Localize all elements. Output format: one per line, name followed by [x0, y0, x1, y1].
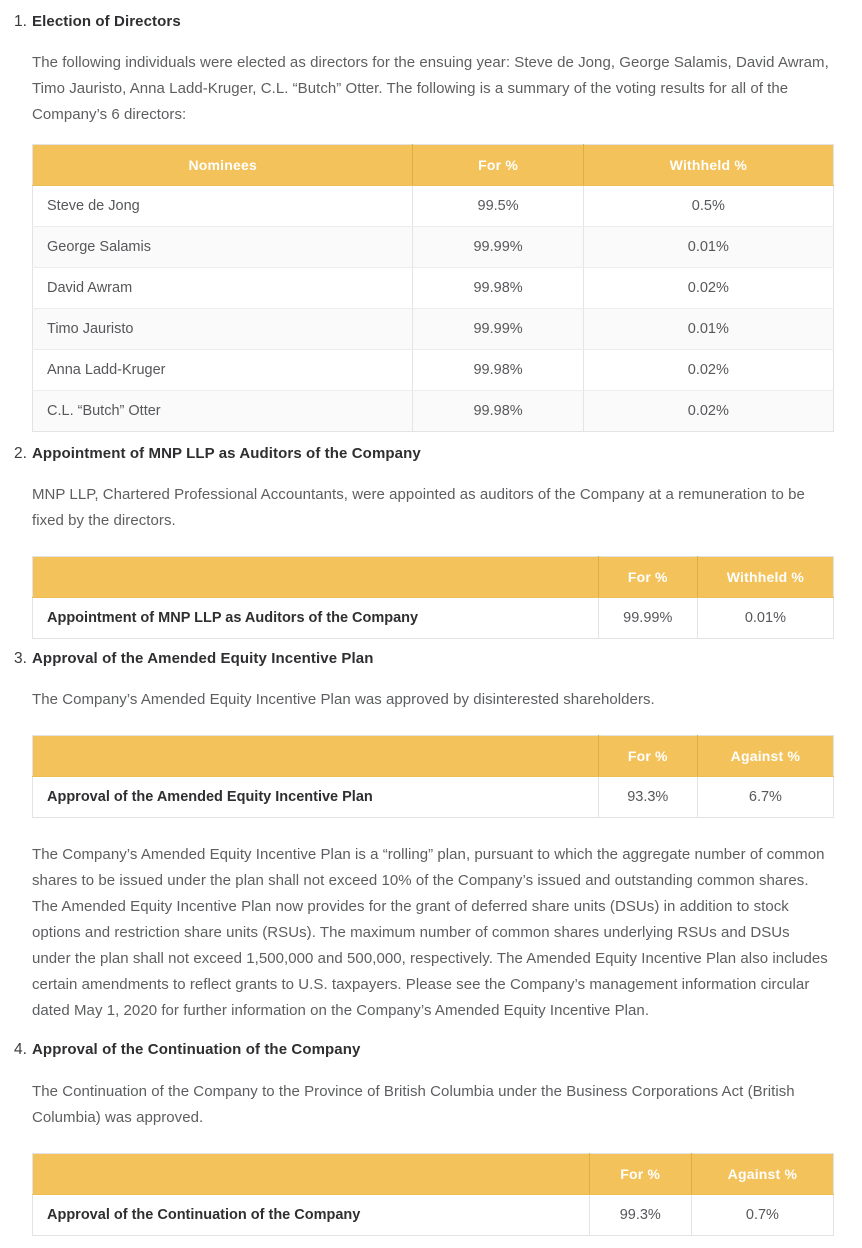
resolution-for-value: 93.3%	[598, 777, 697, 818]
section-2-heading	[0, 444, 862, 464]
header-for-pct: For %	[598, 557, 697, 598]
section-amended-equity-incentive-plan	[0, 639, 862, 1024]
resolution-for-value: 99.99%	[598, 598, 697, 639]
section-3-title: Approval of the Amended Equity Incentive Plan	[32, 650, 374, 668]
section-appointment-of-auditors	[0, 432, 862, 639]
nominee-for-value: 99.99%	[413, 309, 583, 350]
resolution-label: Approval of the Continuation of the Company	[33, 1194, 590, 1235]
table-header-row	[33, 557, 834, 598]
nominee-name: Steve de Jong	[33, 186, 413, 227]
nominee-for-value: 99.99%	[413, 227, 583, 268]
resolution-label: Approval of the Amended Equity Incentive Plan	[33, 777, 599, 818]
resolution-for-value: 99.3%	[589, 1194, 691, 1235]
table-row	[33, 350, 834, 391]
table-row	[33, 391, 834, 432]
table-1-wrapper	[0, 144, 862, 432]
table-row	[33, 268, 834, 309]
header-for-pct: For %	[413, 145, 583, 186]
equity-plan-voting-table	[32, 735, 834, 818]
header-blank	[33, 736, 599, 777]
continuation-voting-table	[32, 1153, 834, 1236]
table-row	[33, 309, 834, 350]
nominee-name: George Salamis	[33, 227, 413, 268]
resolution-against-value: 0.7%	[745, 1206, 779, 1223]
nominee-withheld-value: 0.02%	[583, 350, 833, 391]
nominee-name: C.L. “Butch” Otter	[33, 391, 413, 432]
section-3-number: 3.	[14, 650, 27, 668]
nominee-withheld-value: 0.01%	[583, 309, 833, 350]
resolution-label: Appointment of MNP LLP as Auditors of the Company	[33, 598, 599, 639]
table-row	[33, 1194, 834, 1235]
table-4-wrapper	[0, 1153, 862, 1236]
nominee-for-value: 99.98%	[413, 391, 583, 432]
header-nominees: Nominees	[33, 145, 413, 186]
nominee-for-value: 99.98%	[413, 268, 583, 309]
nominee-for-value: 99.5%	[413, 186, 583, 227]
section-election-of-directors	[0, 0, 862, 432]
section-1-paragraph: The following individuals were elected as directors for the ensuing year: Steve de Jong, George Salamis, David Awram, Timo Jauristo, Anna Ladd-Kruger, C.L. “Butch” Otter. The following is a summary of the voting results for all of the Company’s 6 directors:	[32, 54, 829, 124]
header-blank	[33, 557, 599, 598]
table-row	[33, 227, 834, 268]
table-row	[33, 598, 834, 639]
section-3-paragraph-after: The Company’s Amended Equity Incentive Plan is a “rolling” plan, pursuant to which the aggregate number of common shares to be issued under the plan shall not exceed 10% of the Company’s issued and outstanding common shares. The Amended Equity Incentive Plan now provides for the grant of deferred share units (DSUs) in addition to stock options and restriction share units (RSUs). The maximum number of common shares underlying RSUs and DSUs under the plan shall not exceed 1,500,000 and 500,000, respectively. The Amended Equity Incentive Plan also includes certain amendments to reflect grants to U.S. taxpayers. Please see the Company’s management information circular dated May 1, 2020 for further information on the Company’s Amended Equity Incentive Plan.	[32, 846, 828, 1020]
section-1-number: 1.	[14, 13, 27, 30]
nominee-name: Anna Ladd-Kruger	[33, 350, 413, 391]
section-1-title: Election of Directors	[32, 13, 181, 30]
header-against-pct: Against %	[691, 1153, 833, 1194]
nominee-withheld-value: 0.02%	[583, 268, 833, 309]
header-withheld-pct: Withheld %	[583, 145, 833, 186]
table-header-row	[33, 736, 834, 777]
table-row	[33, 186, 834, 227]
auditors-voting-table	[32, 556, 834, 639]
section-2-title: Appointment of MNP LLP as Auditors of the Company	[32, 445, 421, 463]
section-4-number: 4.	[14, 1041, 27, 1059]
header-against-pct: Against %	[697, 736, 833, 777]
section-3-paragraph: The Company’s Amended Equity Incentive Plan was approved by disinterested shareholders.	[32, 691, 655, 709]
nominee-name: David Awram	[33, 268, 413, 309]
section-4-title: Approval of the Continuation of the Company	[32, 1041, 361, 1059]
table-3-wrapper	[0, 735, 862, 818]
section-continuation-of-company	[0, 1024, 862, 1247]
section-3-heading	[0, 649, 862, 669]
resolution-withheld-value: 0.01%	[744, 610, 786, 627]
table-2-wrapper	[0, 556, 862, 639]
resolution-against-value: 6.7%	[748, 789, 782, 806]
section-4-paragraph: The Continuation of the Company to the Province of British Columbia under the Business Corporations Act (British Columbia) was approved.	[32, 1082, 795, 1126]
nominee-withheld-value: 0.5%	[583, 186, 833, 227]
nominee-name: Timo Jauristo	[33, 309, 413, 350]
nominee-withheld-value: 0.01%	[583, 227, 833, 268]
nominee-withheld-value: 0.02%	[583, 391, 833, 432]
section-1-heading	[0, 12, 862, 32]
section-2-number: 2.	[14, 445, 27, 463]
table-header-row	[33, 145, 834, 186]
header-withheld-pct: Withheld %	[697, 557, 833, 598]
nominee-for-value: 99.98%	[413, 350, 583, 391]
section-2-paragraph: MNP LLP, Chartered Professional Accountants, were appointed as auditors of the Company at a remuneration to be fixed by the directors.	[32, 486, 805, 530]
section-4-heading	[0, 1040, 862, 1060]
header-for-pct: For %	[598, 736, 697, 777]
directors-voting-table	[32, 144, 834, 432]
table-row	[33, 777, 834, 818]
header-for-pct: For %	[589, 1153, 691, 1194]
